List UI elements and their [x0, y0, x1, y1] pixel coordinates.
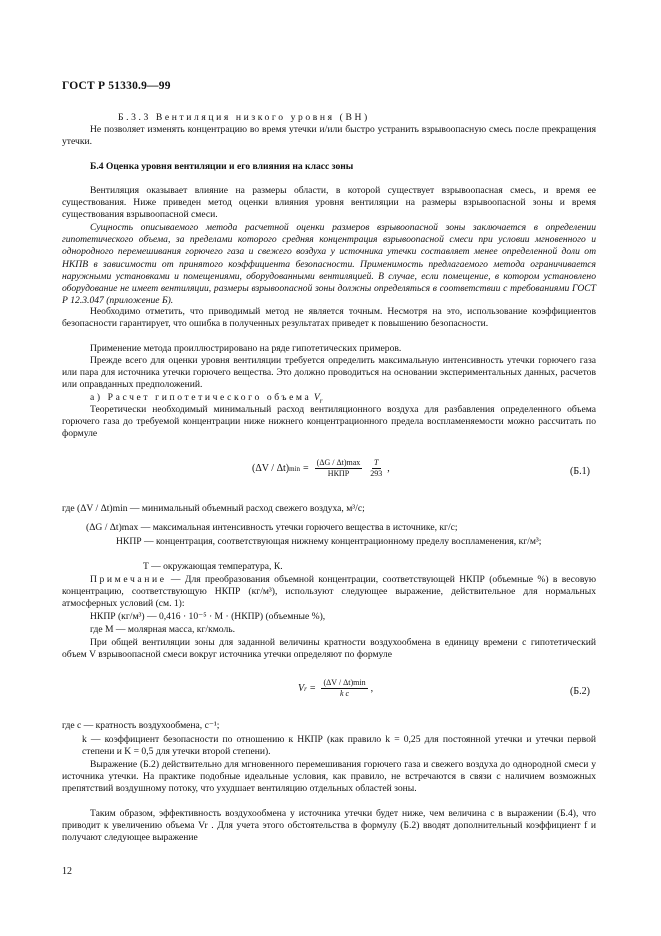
formula-b2: V r = $\frac{(\Delta V / \Delta t)\min}{\text{k c}}$ ,: [298, 678, 374, 698]
definition-max-leak: (ΔG / Δt)max — максимальная интенсивность утечки горючего вещества в источнике, кг/с;: [86, 522, 458, 533]
document-header: ГОСТ Р 51330.9—99: [62, 80, 171, 92]
paragraph-mixing-conditions: Выражение (Б.2) действительно для мгновенного перемешивания горючего газа и свежего воздуха до однородной смеси у источника утечки. На практике подобные идеальные условия, как правило, не встречаются в связи с наличием возможных препятствий воздушному потоку, что ухудшает вентиляцию отдельных областей зоны.: [62, 759, 596, 795]
definition-safety-factor: k — коэффициент безопасности по отношению к НКПР (как правило k = 0,25 для постоянной утечки и утечки первой степени и K = 0,5 для утечки второй степени).: [82, 734, 596, 758]
paragraph-method-accuracy: Необходимо отметить, что приводимый метод не является точным. Несмотря на это, использование коэффициентов безопасности гарантирует, что ошибка в полученных результатах приведет к повышению безопасности.: [62, 306, 596, 330]
formula-b1-fraction-1: $\frac{(\Delta G / \Delta t)\max}{\text{НКПР}}$: [316, 458, 361, 478]
paragraph-leak-intensity: Прежде всего для оценки уровня вентиляции требуется определить максимальную интенсивность утечки горючего газа или пара для источника утечки горючего вещества. Это должно проводиться на основании экспериментальных данных, расчетов или оправданных предположений.: [62, 355, 596, 391]
section-b33-text: Не позволяет изменять концентрацию во время утечки и/или быстро устранить взрывоопасную смесь после прекращения утечки.: [62, 124, 596, 148]
definition-temperature: T — окружающая температура, К.: [143, 561, 283, 572]
paragraph-b4-intro: Вентиляция оказывает влияние на размеры области, в которой существует взрывоопасная смесь, и время ее существования. Ниже приведен метод оценки влияния уровня вентиляции на размеры взрывоопасной зоны и время существования взрывоопасной смеси.: [62, 185, 596, 221]
paragraph-min-airflow: Теоретически необходимый минимальный расход вентиляционного воздуха для разбавления определенного объема горючего газа до требуемой концентрации ниже нижнего концентрационного предела воспламеняемости можно рассчитать по формуле: [62, 404, 596, 440]
formula-b2-label: (Б.2): [570, 686, 590, 697]
definition-nkpr: НКПР — концентрация, соответствующая нижнему концентрационному пределу воспламенения, кг/м³;: [116, 536, 542, 547]
formula-b1-fraction-2: $\frac{T}{293}$: [370, 458, 383, 478]
paragraph-method-essence: Сущность описываемого метода расчетной оценки размеров взрывоопасной зоны заключается в определении гипотетического объема, за пределами которого средняя концентрация взрывоопасной смеси при условии мгновенного и однородного перемешивания горючего газа и свежего воздуха у источника утечки составляет менее определенной доли от НКПВ в зависимости от принятого коэффициента безопасности. Применимость предлагаемого метода ограничивается наружными установками и помещениями, оборудованными вентиляцией. В случае, если помещение, в котором установлено оборудование не имеет вентиляции, размеры взрывоопасной зоны должны определяться в соответствии с требованиями ГОСТ Р 12.3.047 (приложение Б).: [62, 222, 596, 307]
paragraph-efficiency: Таким образом, эффективность воздухообмена у источника утечки будет ниже, чем величина c в выражении (Б.4), что приводит к увеличению объема Vr . Для учета этого обстоятельства в формулу (Б.2) вводят дополнительный коэффициент f и получают следующее выражение: [62, 808, 596, 844]
definition-min-airflow: где (ΔV / Δt)min — минимальный объемный расход свежего воздуха, м³/с;: [62, 503, 365, 514]
formula-b2-fraction: $\frac{(\Delta V / \Delta t)\min}{\text{k c}}$: [323, 678, 366, 698]
formula-b1: (ΔV / Δt) min = $\frac{(\Delta G / \Delta t)\max}{\text{НКПР}}$ $\frac{T}{293}$ ,: [252, 458, 390, 478]
subsection-a-title: а) Расчет гипотетического объема $V_r$: [90, 392, 323, 405]
section-b33-title: Б.3.3 Вентиляция низкого уровня (ВН): [118, 112, 370, 123]
page-number: 12: [62, 866, 72, 877]
definition-air-exchange: где c — кратность воздухообмена, с⁻¹;: [62, 720, 220, 731]
note-molar-mass: где М — молярная масса, кг/кмоль.: [90, 624, 236, 635]
note-formula: НКПР (кг/м³) — 0,416 · 10⁻⁵ · М · (НКПР) (объемные %),: [90, 611, 326, 622]
paragraph-examples: Применение метода проиллюстрировано на ряде гипотетических примеров.: [90, 343, 402, 354]
section-b4-heading: Б.4 Оценка уровня вентиляции и его влияния на класс зоны: [90, 161, 354, 172]
paragraph-general-ventilation: При общей вентиляции зоны для заданной величины кратности воздухообмена в единицу времени c гипотетический объем V взрывоопасной смеси вокруг источника утечки определяют по формуле: [62, 637, 596, 661]
note-conversion: Примечание — Для преобразования объемной концентрации, соответствующей НКПР (объемные %) в весовую концентрацию, соответствующую НКПР (кг/м³), используют следующее выражение, действительное для нормальных атмосферных условий (см. 1):: [62, 574, 596, 610]
formula-b1-label: (Б.1): [570, 466, 590, 477]
